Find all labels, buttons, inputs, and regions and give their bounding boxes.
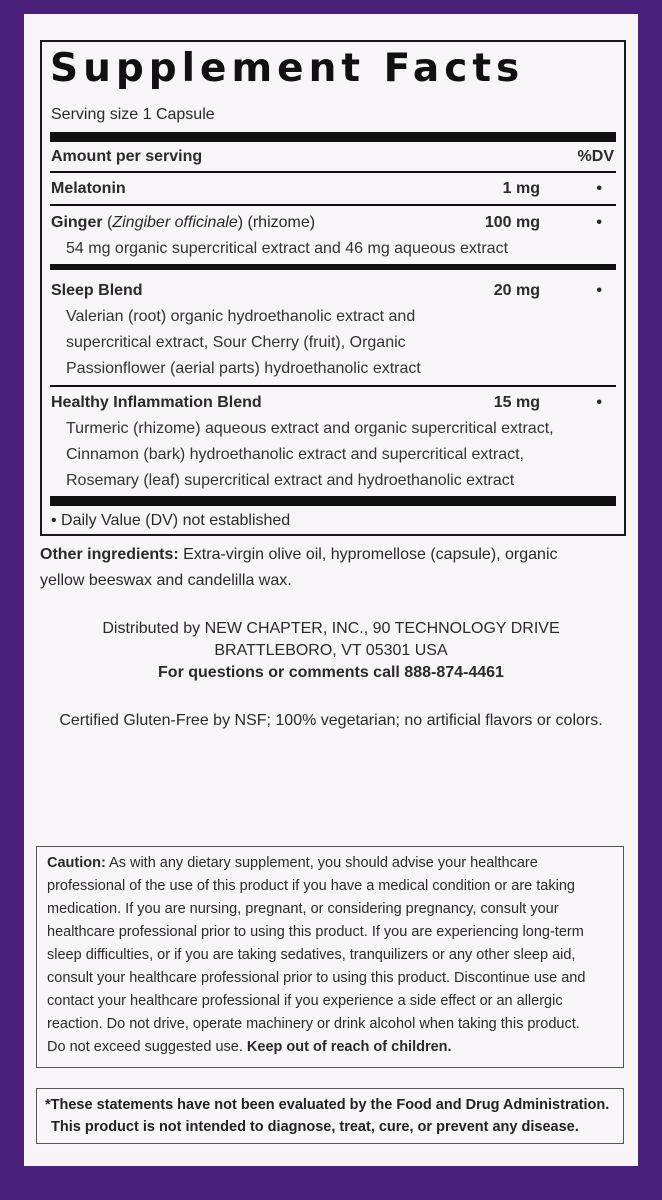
caution-line: sleep difficulties, or if you are taking sedatives, tranquilizers or any other sleep aid,: [47, 947, 576, 963]
amount-per-serving-header: Amount per serving: [51, 148, 203, 165]
caution-line: Do not exceed suggested use. Keep out of reach of children.: [47, 1039, 452, 1055]
dv-bullet: •: [596, 214, 602, 231]
ingredient-name: Sleep Blend: [51, 282, 143, 299]
distributor-address: BRATTLEBORO, VT 05301 USA: [214, 642, 448, 659]
other-ingredients-line: yellow beeswax and candelilla wax.: [40, 572, 292, 589]
fda-disclaimer-line: *These statements have not been evaluated by the Food and Drug Administration.: [45, 1097, 610, 1113]
facts-title: Supplement Facts: [50, 46, 525, 91]
ingredient-amount: 1 mg: [502, 180, 540, 197]
thick-rule: [50, 132, 616, 142]
other-ingredients: Other ingredients: Extra-virgin olive oil, hypromellose (capsule), organic: [40, 546, 558, 563]
fda-disclaimer-line: This product is not intended to diagnose, treat, cure, or prevent any disease.: [51, 1119, 579, 1135]
fda-disclaimer-box: [36, 1088, 624, 1144]
ingredient-detail: Cinnamon (bark) hydroethanolic extract and supercritical extract,: [66, 446, 524, 463]
serving-size: Serving size 1 Capsule: [51, 106, 215, 123]
ingredient-detail: Turmeric (rhizome) aqueous extract and organic supercritical extract,: [66, 420, 554, 437]
distributor-line: Distributed by NEW CHAPTER, INC., 90 TECHNOLOGY DRIVE: [102, 620, 560, 637]
ingredient-name: Healthy Inflammation Blend: [51, 394, 262, 411]
ingredient-amount: 20 mg: [493, 282, 540, 299]
latin-name: Zingiber officinale: [112, 214, 238, 231]
ingredient-detail: 54 mg organic supercritical extract and 46 mg aqueous extract: [66, 240, 509, 257]
contact-phone: For questions or comments call 888-874-4461: [158, 664, 504, 681]
ingredient-name: Melatonin: [51, 180, 126, 197]
medium-rule: [50, 264, 616, 270]
ingredient-detail: supercritical extract, Sour Cherry (fruit), Organic: [66, 334, 406, 351]
supplement-facts-box: [40, 40, 626, 536]
caution-line: healthcare professional prior to using this product. If you are experiencing long-term: [47, 924, 584, 940]
caution-line: professional of the use of this product if you have a medical condition or are taking: [47, 878, 575, 894]
rule: [50, 171, 616, 173]
dv-header: %DV: [577, 148, 614, 165]
dv-bullet: •: [596, 180, 602, 197]
other-ingredients-label: Other ingredients:: [40, 546, 179, 563]
certification-statement: Certified Gluten-Free by NSF; 100% vegetarian; no artificial flavors or colors.: [59, 712, 603, 729]
caution-label: Caution:: [47, 855, 106, 871]
dv-bullet: •: [596, 282, 602, 299]
ingredient-detail: Valerian (root) organic hydroethanolic extract and: [66, 308, 416, 325]
caution-line: contact your healthcare professional if you experience a side effect or an allergic: [47, 993, 563, 1009]
dv-bullet: •: [596, 394, 602, 411]
ingredient-amount: 100 mg: [484, 214, 540, 231]
ingredient-name: Ginger (Zingiber officinale) (rhizome): [51, 214, 316, 231]
keep-out-of-reach: Keep out of reach of children.: [246, 1039, 452, 1055]
caution-line: Caution: As with any dietary supplement, you should advise your healthcare: [47, 855, 538, 871]
rule: [50, 385, 616, 387]
ingredient-detail: Rosemary (leaf) supercritical extract and hydroethanolic extract: [66, 472, 515, 489]
caution-line: medication. If you are nursing, pregnant, or considering pregnancy, consult your: [47, 901, 559, 917]
caution-line: reaction. Do not drive, operate machinery or drink alcohol when taking this product.: [47, 1016, 580, 1032]
ingredient-detail: Passionflower (aerial parts) hydroethanolic extract: [66, 360, 421, 377]
thick-rule: [50, 496, 616, 506]
rule: [50, 204, 616, 206]
ingredient-amount: 15 mg: [493, 394, 540, 411]
caution-box: [36, 846, 624, 1068]
caution-line: consult your healthcare professional prior to using this product. Discontinue use and: [47, 970, 586, 986]
dv-footnote: • Daily Value (DV) not established: [51, 512, 291, 529]
